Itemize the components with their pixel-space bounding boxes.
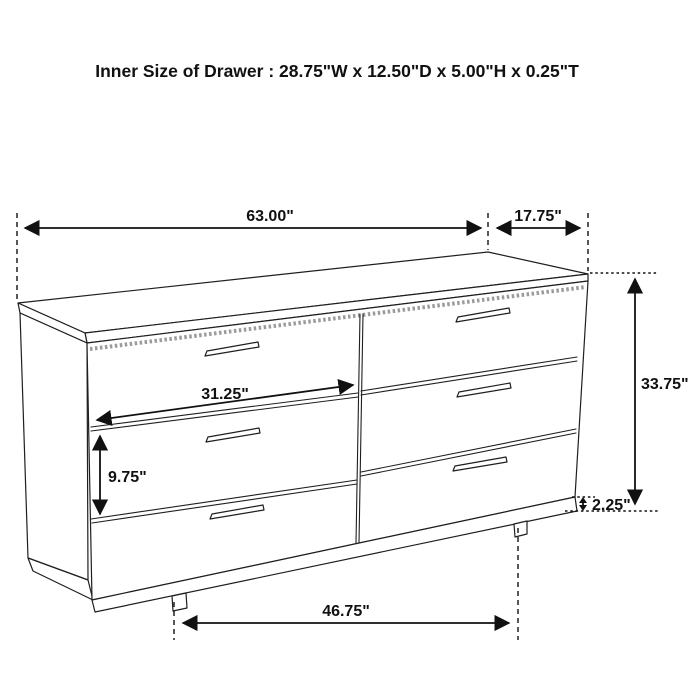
dresser-drawing <box>18 252 588 612</box>
dim-label-overall-depth: 17.75" <box>514 208 562 225</box>
dim-label-base-width: 46.75" <box>322 603 370 620</box>
dim-label-overall-width: 63.00" <box>246 208 294 225</box>
right-leg <box>514 521 527 537</box>
dim-overall-height <box>590 273 689 504</box>
dim-label-drawer-width: 31.25" <box>201 386 249 403</box>
dim-label-overall-height: 33.75" <box>641 376 689 393</box>
dim-label-base-height: 2.25" <box>592 497 631 514</box>
dim-base-height <box>565 497 659 514</box>
dim-label-drawer-height: 9.75" <box>108 469 147 486</box>
diagram-title: Inner Size of Drawer : 28.75"W x 12.50"D x 5.00"H x 0.25"T <box>95 61 579 81</box>
dresser-side-panel <box>20 313 88 580</box>
